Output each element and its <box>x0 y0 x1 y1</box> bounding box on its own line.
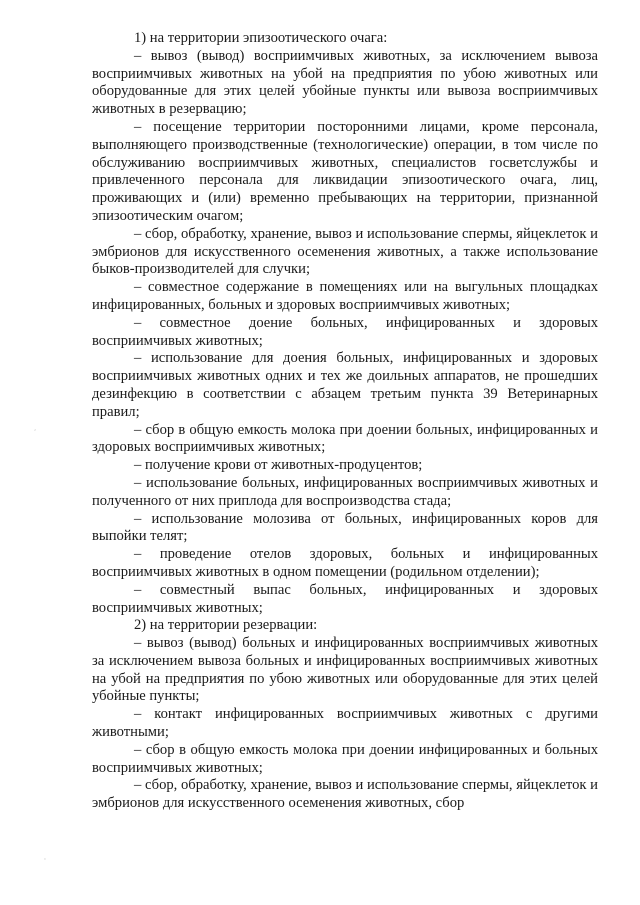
section-2-heading: 2) на территории резервации: <box>134 617 318 634</box>
list-item: – сбор в общую емкость молока при доении больных, инфицированных и здоровых восприимчивых животных; <box>92 421 598 456</box>
list-item: – совместное доение больных, инфицированных и здоровых восприимчивых животных; <box>92 314 598 349</box>
list-item: – использование для доения больных, инфицированных и здоровых восприимчивых животных одних и тех же доильных аппаратов, не прошедших дезинфекцию в соответствии с абзацем третьим пункта 39 Ветеринарных правил; <box>92 350 598 420</box>
list-item: – сбор в общую емкость молока при доении инфицированных и больных восприимчивых животных; <box>92 741 598 776</box>
list-item: – совместное содержание в помещениях или на выгульных площадках инфицированных, больных и здоровых восприимчивых животных; <box>92 279 598 313</box>
list-item: – получение крови от животных-продуцентов; <box>134 457 423 474</box>
scan-mark: , <box>34 424 37 432</box>
list-item: – вывоз (вывод) восприимчивых животных, за исключением вывоза восприимчивых животных на убой на предприятия по убою животных или оборудованные для этих целей убойные пункты или вывоза восприимчивых животных в резервацию; <box>92 47 598 118</box>
list-item: – контакт инфицированных восприимчивых животных с другими животными; <box>92 706 598 741</box>
list-item: – проведение отелов здоровых, больных и инфицированных восприимчивых животных в одном помещении (родильном отделении); <box>92 546 598 580</box>
section-1-heading: 1) на территории эпизоотического очага: <box>134 30 388 46</box>
list-item: – вывоз (вывод) больных и инфицированных восприимчивых животных за исключением вывоза больных и инфицированных восприимчивых животных на убой на предприятия по убою животных или оборудованные для этих целей убойные пункты; <box>92 635 598 705</box>
list-item: – сбор, обработку, хранение, вывоз и использование спермы, яйцеклеток и эмбрионов для искусственного осеменения животных, сбор <box>92 777 598 812</box>
list-item: – сбор, обработку, хранение, вывоз и использование спермы, яйцеклеток и эмбрионов для искусственного осеменения животных, а также использование быков-производителей для случки; <box>92 225 598 278</box>
list-item: – использование молозива от больных, инфицированных коров для выпойки телят; <box>92 510 598 545</box>
scan-mark: ' <box>44 857 46 865</box>
list-item: – посещение территории посторонними лицами, кроме персонала, выполняющего производственные (технологические) операции, в том числе по обслуживанию восприимчивых животных, специалистов госветслужбы и привлеченного персонала для ликвидации эпизоотического очага, лиц, проживающих и (или) временно пребывающих на территории, признанной эпизоотическим очагом; <box>92 118 598 224</box>
list-item: – использование больных, инфицированных восприимчивых животных и полученного от них приплода для воспроизводства стада; <box>92 474 598 509</box>
list-item: – совместный выпас больных, инфицированных и здоровых восприимчивых животных; <box>92 581 598 616</box>
